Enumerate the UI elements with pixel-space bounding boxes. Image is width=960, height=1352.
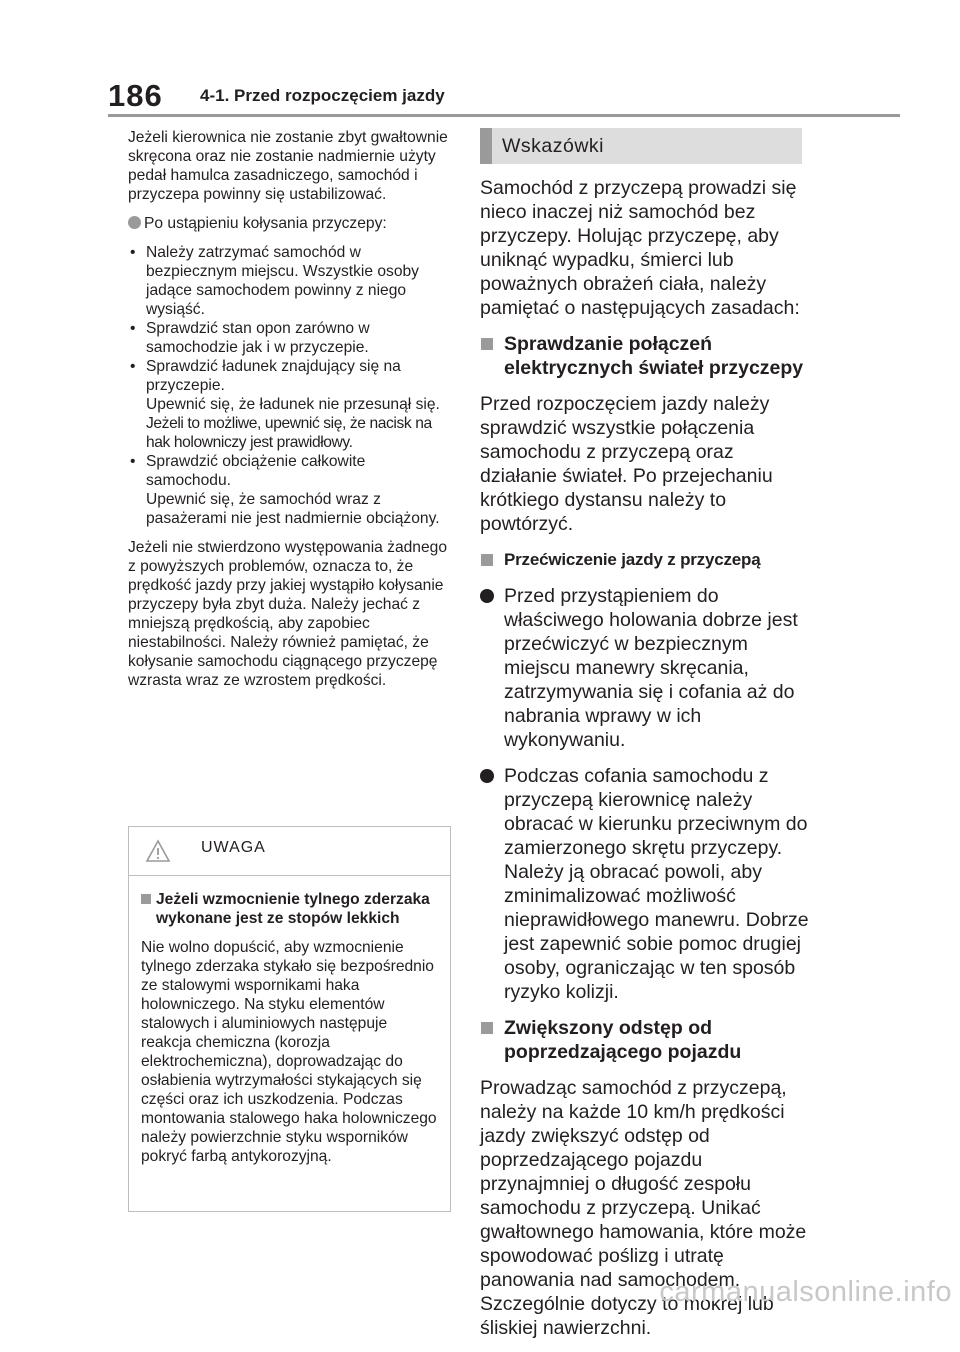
page-number: 186 bbox=[108, 78, 163, 113]
warning-box bbox=[128, 826, 451, 1212]
tips-subheading: Przećwiczenie jazdy z przyczepą bbox=[480, 548, 810, 572]
warning-title: UWAGA bbox=[201, 839, 266, 856]
tips-paragraph: Prowadząc samochód z przyczepą, należy na każde 10 km/h prędkości jazdy zwiększyć odstęp od poprzedzającego pojazdu przynajmniej o długość zespołu samochodu z przyczepą. Unikać gwałtownego hamowania, które może spowodować poślizg i utratę panowania nad samochodem. Szczególnie dotyczy to mokrej lub śliskiej nawierzchni. bbox=[480, 1077, 807, 1339]
list-item: • Należy zatrzymać samochód w bezpiecznym miejscu. Wszystkie osoby jadące samochodem powinny z niego wysiąść. bbox=[130, 244, 419, 318]
gray-square-bullet-icon bbox=[481, 338, 493, 350]
watermark: carmanualsonline.info bbox=[659, 1276, 952, 1308]
section-title: 4-1. Przed rozpoczęciem jazdy bbox=[200, 86, 445, 105]
tips-header: Wskazówki bbox=[480, 128, 802, 164]
warning-header bbox=[129, 827, 450, 876]
page-header bbox=[108, 80, 900, 116]
gray-square-bullet-icon bbox=[481, 554, 493, 566]
intro-paragraph: Jeżeli kierownica nie zostanie zbyt gwałtownie skręcona oraz nie zostanie nadmiernie użyty pedał hamulca zasadniczego, samochód i przyczepa powinny się ustabilizować. bbox=[128, 129, 448, 203]
tips-paragraph: Przed rozpoczęciem jazdy należy sprawdzić wszystkie połączenia samochodu z przyczepą oraz działanie świateł. Po przejechaniu krótkiego dystansu należy to powtórzyć. bbox=[480, 393, 773, 535]
list-item-note: Upewnić się, że samochód wraz z pasażerami nie jest nadmiernie obciążony. bbox=[146, 491, 440, 527]
warning-triangle-icon bbox=[145, 839, 171, 863]
header-divider bbox=[108, 114, 900, 117]
list-item-note: Jeżeli to możliwe, upewnić się, że nacisk na hak holowniczy jest prawidłowy. bbox=[146, 415, 432, 451]
list-item: Przed przystąpieniem do właściwego holowania dobrze jest przećwiczyć w bezpiecznym miejscu manewry skręcania, zatrzymywania się i cofania aż do nabrania wprawy w ich wykonywaniu. bbox=[480, 584, 810, 752]
tips-subheading: Sprawdzanie połączeń elektrycznych świateł przyczepy bbox=[480, 332, 810, 380]
bullet-dot-icon: • bbox=[130, 453, 136, 470]
bullet-dot-icon bbox=[480, 769, 494, 783]
warning-body bbox=[129, 876, 450, 1166]
list-item: • Sprawdzić ładunek znajdujący się na przyczepie. Upewnić się, że ładunek nie przesunął się. Jeżeli to możliwe, upewnić się, że nacisk na hak holowniczy jest prawidłowy. bbox=[128, 357, 452, 452]
bullet-dot-icon: • bbox=[130, 244, 136, 261]
warning-subheading: Jeżeli wzmocnienie tylnego zderzaka wykonane jest ze stopów lekkich bbox=[141, 890, 438, 928]
list-item: • Sprawdzić obciążenie całkowite samochodu. Upewnić się, że samochód wraz z pasażerami nie jest nadmiernie obciążony. bbox=[128, 452, 452, 528]
gray-square-bullet-icon bbox=[141, 894, 151, 904]
list-item: Podczas cofania samochodu z przyczepą kierownicę należy obracać w kierunku przeciwnym do zamierzonego skrętu przyczepy. Należy ją obracać powoli, aby zminimalizować możliwość nieprawidłowego manewru. Dobrze jest zapewnić sobie pomoc drugiej osoby, ograniczając w ten sposób ryzyko kolizji. bbox=[480, 764, 810, 1004]
conclusion-paragraph: Jeżeli nie stwierdzono występowania żadnego z powyższych problemów, oznacza to, że prędkość jazdy przy jakiej wystąpiło kołysanie przyczepy była zbyt duża. Należy jechać z mniejszą prędkością, aby zapobiec niestabilności. Należy również pamiętać, że kołysanie samochodu ciągnącego przyczepę wzrasta wraz ze wzrostem prędkości. bbox=[128, 539, 447, 689]
sway-heading: Po ustąpieniu kołysania przyczepy: bbox=[128, 214, 452, 233]
gray-square-bullet-icon bbox=[481, 1022, 493, 1034]
bullet-dot-icon: • bbox=[130, 320, 136, 337]
left-column bbox=[128, 128, 452, 700]
warning-text: Nie wolno dopuścić, aby wzmocnienie tylnego zderzaka stykało się bezpośrednio ze stalowymi wspornikami haka holowniczego. Na styku elementów stalowych i aluminiowych następuje reakcja chemiczna (korozja elektrochemiczna), doprowadzając do osłabienia wytrzymałości stykających się części oraz ich uszkodzenia. Podczas montowania stalowego haka holowniczego należy powierzchnie styku wsporników pokryć farbą antykorozyjną. bbox=[141, 939, 437, 1165]
list-item: • Sprawdzić stan opon zarówno w samochodzie jak i w przyczepie. bbox=[130, 320, 370, 356]
tips-subheading: Zwiększony odstęp od poprzedzającego pojazdu bbox=[480, 1016, 810, 1064]
bullet-dot-icon: • bbox=[130, 358, 136, 375]
check-list bbox=[128, 243, 452, 528]
right-column bbox=[480, 128, 810, 1352]
tips-intro: Samochód z przyczepą prowadzi się nieco inaczej niż samochód bez przyczepy. Holując przyczepę, aby uniknąć wypadku, śmierci lub poważnych obrażeń ciała, należy pamiętać o następujących zasadach: bbox=[480, 177, 800, 319]
list-item-note: Upewnić się, że ładunek nie przesunął się. bbox=[146, 396, 440, 413]
gray-circle-bullet-icon bbox=[128, 216, 141, 229]
bullet-dot-icon bbox=[480, 589, 494, 603]
